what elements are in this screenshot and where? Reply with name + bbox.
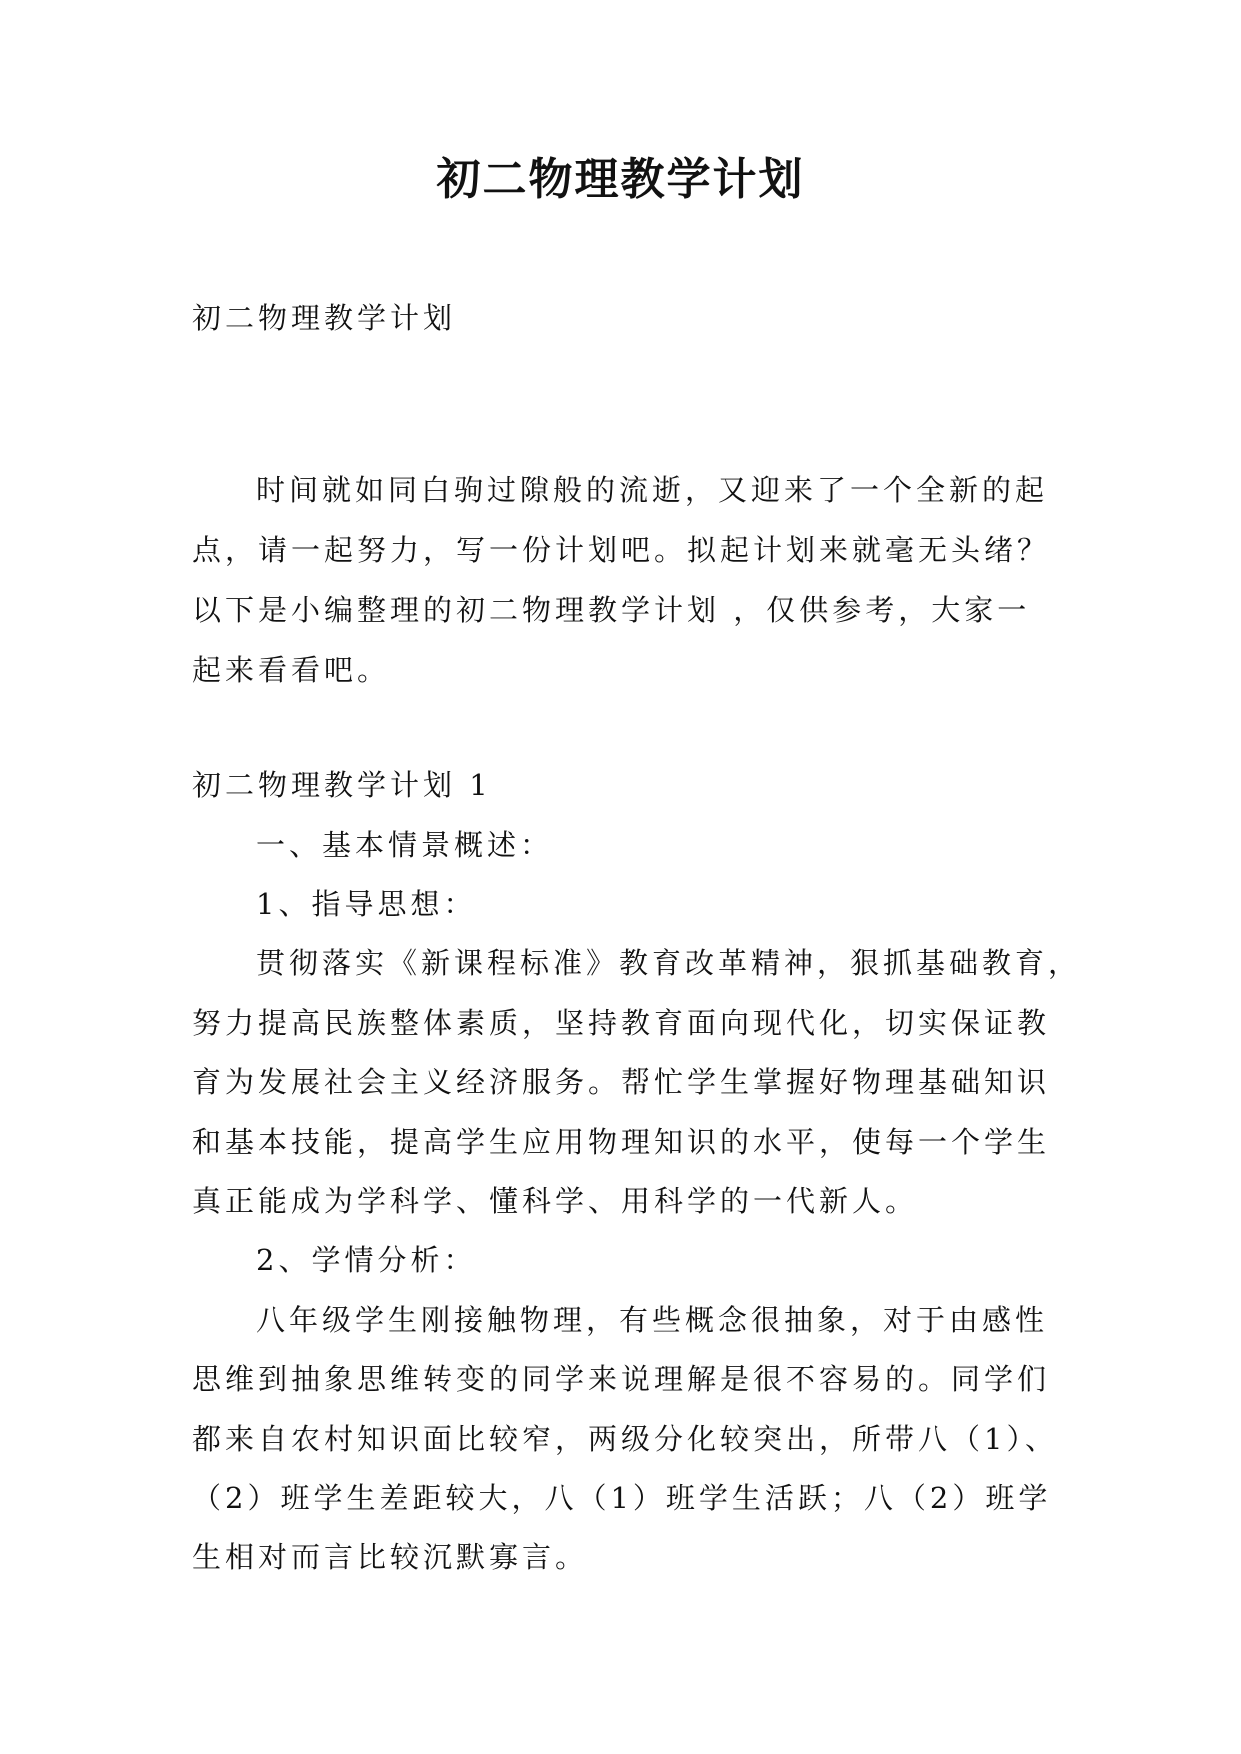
- document-title: 初二物理教学计划: [436, 154, 805, 205]
- analysis-heading: 2、学情分析：: [256, 1243, 477, 1277]
- analysis-line-4: （2）班学生差距较大，八（1）班学生活跃；八（2）班学: [192, 1481, 1052, 1515]
- intro-line-2: 点，请一起努力，写一份计划吧。拟起计划来就毫无头绪？: [192, 533, 1051, 567]
- document-subtitle: 初二物理教学计划: [192, 301, 457, 335]
- section-heading: 初二物理教学计划 1: [192, 768, 492, 802]
- intro-line-3: 以下是小编整理的初二物理教学计划 ，仅供参考，大家一: [192, 593, 1031, 627]
- intro-line-4: 起来看看吧。: [192, 653, 391, 687]
- guiding-line-3: 育为发展社会主义经济服务。帮忙学生掌握好物理基础知识: [192, 1065, 1051, 1099]
- guiding-line-2: 努力提高民族整体素质，坚持教育面向现代化，切实保证教: [192, 1006, 1051, 1040]
- guiding-line-4: 和基本技能，提高学生应用物理知识的水平，使每一个学生: [192, 1125, 1051, 1159]
- analysis-line-5: 生相对而言比较沉默寡言。: [192, 1540, 589, 1574]
- guiding-line-1: 贯彻落实《新课程标准》教育改革精神，狠抓基础教育，: [256, 946, 1082, 980]
- analysis-line-1: 八年级学生刚接触物理，有些概念很抽象，对于由感性: [256, 1303, 1049, 1337]
- guiding-heading: 1、指导思想：: [256, 887, 477, 921]
- intro-line-1: 时间就如同白驹过隙般的流逝，又迎来了一个全新的起: [256, 473, 1049, 507]
- analysis-line-3: 都来自农村知识面比较窄，两级分化较突出，所带八（1）、: [192, 1422, 1058, 1456]
- guiding-line-5: 真正能成为学科学、懂科学、用科学的一代新人。: [192, 1184, 919, 1218]
- analysis-line-2: 思维到抽象思维转变的同学来说理解是很不容易的。同学们: [192, 1362, 1051, 1396]
- part-one-heading: 一、基本情景概述：: [256, 828, 554, 862]
